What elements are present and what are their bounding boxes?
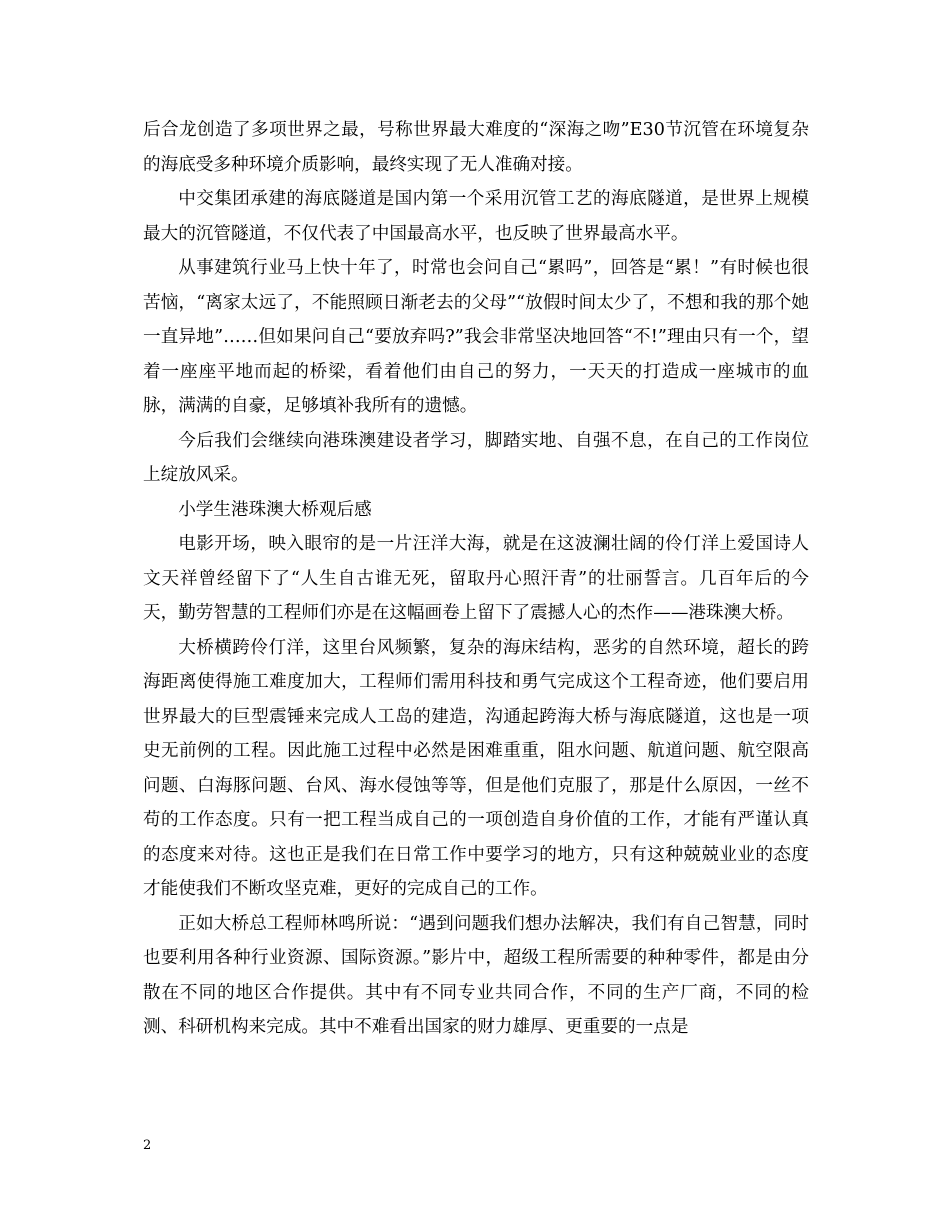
paragraph: 电影开场，映入眼帘的是一片汪洋大海，就是在这波澜壮阔的伶仃洋上爱国诗人文天祥曾经留下了“人生自古谁无死，留取丹心照汗青”的壮丽誓言。几百年后的今天，勤劳智慧的工程师们亦是在这幅画卷上留下了震撼人心的杰作——港珠澳大桥。 (143, 534, 809, 623)
page-body (143, 113, 809, 1045)
paragraph: 正如大桥总工程师林鸣所说：“遇到问题我们想办法解决，我们有自己智慧，同时也要利用各种行业资源、国际资源。”影片中，超级工程所需要的种种零件，都是由分散在不同的地区合作提供。其中有不同专业共同合作，不同的生产厂商，不同的检测、科研机构来完成。其中不难看出国家的财力雄厚、更重要的一点是 (143, 913, 809, 1037)
paragraph: 从事建筑行业马上快十年了，时常也会问自己“累吗”，回答是“累！”有时候也很苦恼，“离家太远了，不能照顾日渐老去的父母”“放假时间太少了，不想和我的那个她一直异地”……但如果问自己“要放弃吗?”我会非常坚决地回答“不!”理由只有一个，望着一座座平地而起的桥梁，看着他们由自己的努力，一天天的打造成一座城市的血脉，满满的自豪，足够填补我所有的遗憾。 (143, 258, 809, 416)
page-number: 2 (143, 1138, 152, 1153)
paragraph: 中交集团承建的海底隧道是国内第一个采用沉管工艺的海底隧道，是世界上规模最大的沉管隧道，不仅代表了中国最高水平，也反映了世界最高水平。 (143, 189, 809, 244)
paragraph: 今后我们会继续向港珠澳建设者学习，脚踏实地、自强不息，在自己的工作岗位上绽放风采。 (143, 430, 809, 485)
paragraph: 大桥横跨伶仃洋，这里台风频繁，复杂的海床结构，恶劣的自然环境，超长的跨海距离使得施工难度加大，工程师们需用科技和勇气完成这个工程奇迹，他们要启用世界最大的巨型震锤来完成人工岛的建造，沟通起跨海大桥与海底隧道，这也是一项史无前例的工程。因此施工过程中必然是困难重重，阻水问题、航道问题、航空限高问题、白海豚问题、台风、海水侵蚀等等，但是他们克服了，那是什么原因，一丝不苟的工作态度。只有一把工程当成自己的一项创造自身价值的工作，才能有严谨认真的态度来对待。这也正是我们在日常工作中要学习的地方，只有这种兢兢业业的态度才能使我们不断攻坚克难，更好的完成自己的工作。 (143, 637, 809, 899)
paragraph: 后合龙创造了多项世界之最，号称世界最大难度的“深海之吻”E30节沉管在环境复杂的海底受多种环境介质影响，最终实现了无人准确对接。 (143, 120, 809, 175)
section-heading: 小学生港珠澳大桥观后感 (178, 499, 372, 520)
